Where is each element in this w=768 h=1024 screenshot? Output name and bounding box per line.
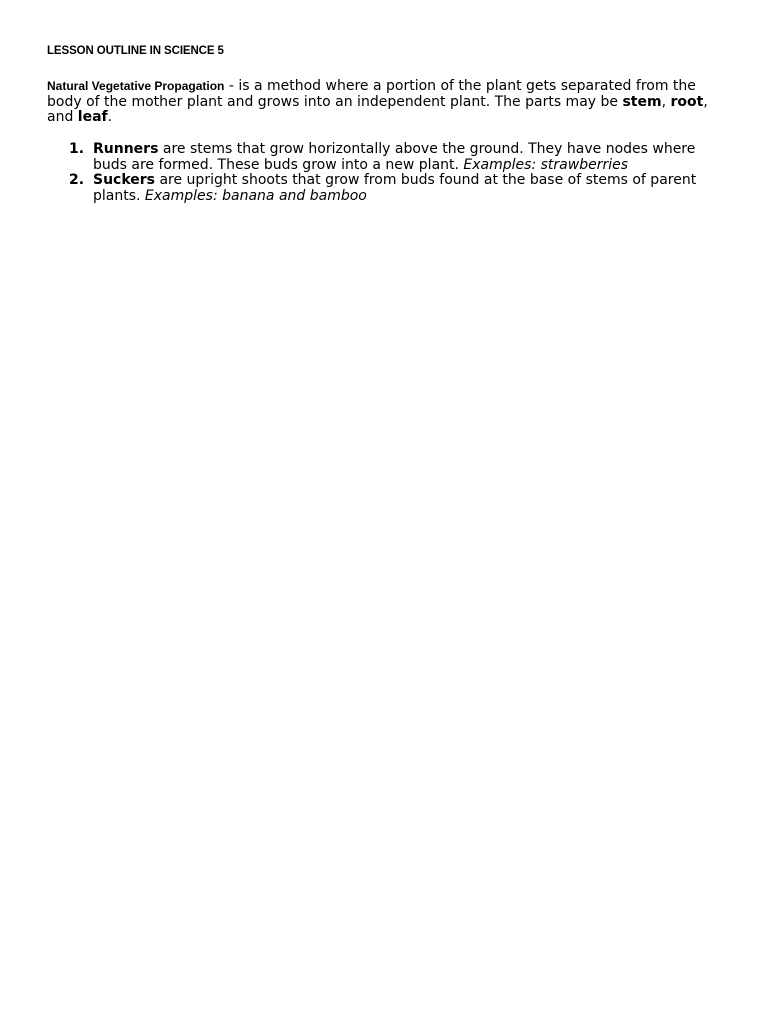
list-item-suckers — [47, 173, 727, 204]
part-stem: stem — [622, 93, 662, 110]
term-suckers: Suckers — [93, 172, 156, 189]
document-title: LESSON OUTLINE IN SCIENCE 5 — [47, 45, 224, 57]
suckers-text: are upright shoots that grow from buds found at the base of stems of parent plants. — [93, 172, 697, 204]
runners-text: are stems that grow horizontally above the ground. They have nodes where buds are formed. These buds grow into a new plant. — [93, 141, 696, 173]
propagation-list — [47, 142, 727, 204]
part-root: root — [670, 93, 704, 110]
list-number: 1. — [69, 141, 85, 157]
intro-sep-1: , — [661, 93, 671, 110]
term-runners: Runners — [93, 141, 159, 157]
intro-term: Natural Vegetative Propagation — [47, 79, 225, 93]
intro-end: . — [107, 109, 113, 126]
intro-text: - is a method where a portion of the plant gets separated from the body of the mother plant and grows into an independent plant. The parts may be — [47, 78, 696, 110]
list-item-runners — [47, 142, 727, 173]
intro-paragraph — [47, 79, 727, 126]
suckers-examples: Examples: banana and bamboo — [144, 187, 367, 204]
intro-sep-2: , and — [47, 93, 708, 126]
part-leaf: leaf — [77, 109, 108, 126]
list-number: 2. — [69, 172, 85, 189]
runners-examples: Examples: strawberries — [463, 156, 628, 173]
